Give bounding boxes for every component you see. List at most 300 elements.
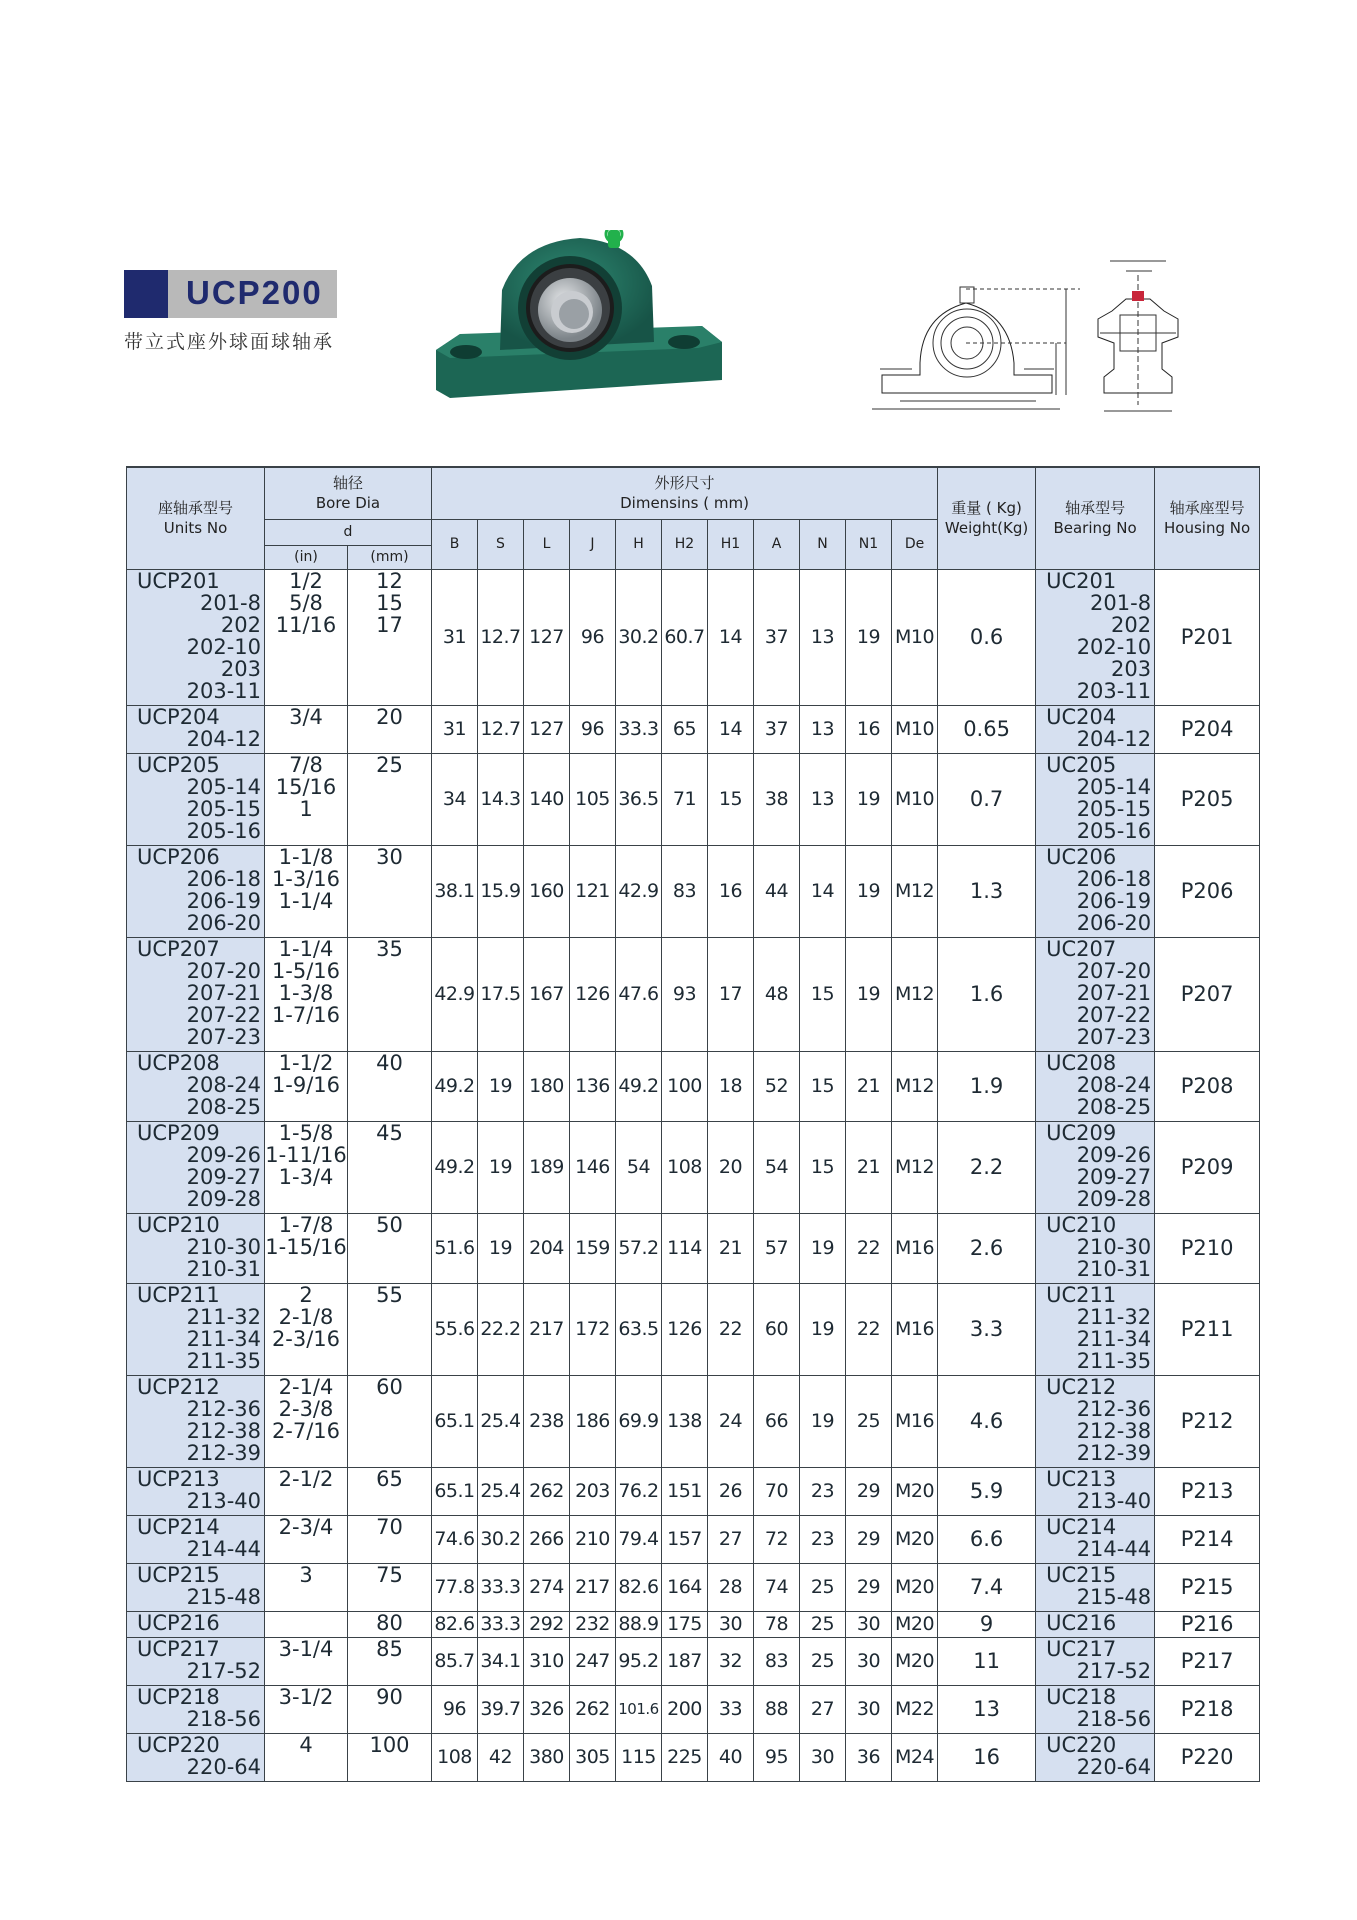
dim-J: 121: [570, 845, 616, 937]
weight-value: 2.2: [938, 1121, 1036, 1213]
dim-H1: 22: [708, 1283, 754, 1375]
units-no: UCP204: [137, 705, 220, 729]
dim-L: 274: [524, 1563, 570, 1611]
dim-N: 23: [800, 1515, 846, 1563]
units-no: UCP210: [137, 1213, 220, 1237]
title-accent-square: [124, 270, 168, 318]
bearing-no: 205-15: [1076, 796, 1152, 821]
bore-d-header: d: [265, 519, 432, 545]
dim-H1: 32: [708, 1637, 754, 1685]
dim-H2: 187: [662, 1637, 708, 1685]
bore-inch: 3-1/4: [278, 1637, 334, 1661]
housing-no: P217: [1155, 1637, 1260, 1685]
dim-H1: 16: [708, 845, 754, 937]
dim-N1: 30: [846, 1637, 892, 1685]
housing-no: P204: [1155, 705, 1260, 753]
units-no: 209-26: [186, 1142, 261, 1167]
dim-N1: 36: [846, 1733, 892, 1781]
dim-A: 83: [754, 1637, 800, 1685]
bore-mm-cell: [348, 1685, 432, 1733]
dim-B: 96: [432, 1685, 478, 1733]
dim-De: M10: [892, 705, 938, 753]
units-no: UCP208: [137, 1051, 220, 1075]
dim-S: 14.3: [478, 753, 524, 845]
dim-N: 15: [800, 1121, 846, 1213]
bearing-no: 212-39: [1076, 1440, 1152, 1465]
bore-inch-cell: [265, 1515, 348, 1563]
dim-N1: 29: [846, 1467, 892, 1515]
dim-H: 30.2: [616, 569, 662, 705]
bore-inch-cell: [265, 753, 348, 845]
dim-L: 204: [524, 1213, 570, 1283]
bearing-no: 209-28: [1076, 1186, 1152, 1211]
bore-mm-cell: [348, 705, 432, 753]
dim-S: 19: [478, 1213, 524, 1283]
bearing-no: UC217: [1046, 1637, 1117, 1661]
bearing-no-cell: [1036, 1685, 1155, 1733]
bearing-no: 211-35: [1076, 1348, 1152, 1373]
bore-mm-cell: [348, 1733, 432, 1781]
dim-A: 78: [754, 1611, 800, 1637]
bearing-no: UC216: [1046, 1611, 1117, 1635]
dim-A: 66: [754, 1375, 800, 1467]
table-row: [127, 937, 1260, 1051]
dim-H: 47.6: [616, 937, 662, 1051]
bearing-no: 203-11: [1076, 678, 1152, 703]
weight-value: 6.6: [938, 1515, 1036, 1563]
bore-inch: 2-3/8: [278, 1396, 334, 1421]
bearing-no: UC210: [1046, 1213, 1117, 1237]
dim-L: 127: [524, 705, 570, 753]
units-no-cell: [127, 705, 265, 753]
bearing-no-cell: [1036, 569, 1155, 705]
dim-S: 34.1: [478, 1637, 524, 1685]
dim-H1: 24: [708, 1375, 754, 1467]
bore-inch: 1-5/8: [278, 1121, 334, 1145]
table-row: [127, 845, 1260, 937]
dim-header-H2: H2: [662, 519, 708, 569]
bore-in-header: (in): [265, 545, 348, 569]
dim-N: 30: [800, 1733, 846, 1781]
units-no: 211-34: [186, 1326, 261, 1351]
units-no-cell: [127, 1375, 265, 1467]
dim-A: 38: [754, 753, 800, 845]
bore-mm-cell: [348, 1051, 432, 1121]
bore-mm: 55: [376, 1283, 403, 1307]
bearing-no-cell: [1036, 1213, 1155, 1283]
dim-H: 79.4: [616, 1515, 662, 1563]
weight-value: 0.6: [938, 569, 1036, 705]
units-no-cell: [127, 1611, 265, 1637]
bearing-no-cell: [1036, 753, 1155, 845]
bore-mm: 50: [376, 1213, 403, 1237]
dim-De: M10: [892, 569, 938, 705]
table-row: [127, 1375, 1260, 1467]
bore-mm-cell: [348, 1213, 432, 1283]
dim-N: 27: [800, 1685, 846, 1733]
dim-J: 305: [570, 1733, 616, 1781]
dim-header-B: B: [432, 519, 478, 569]
bearing-no-cell: [1036, 845, 1155, 937]
dim-B: 38.1: [432, 845, 478, 937]
dim-N1: 19: [846, 569, 892, 705]
dim-J: 186: [570, 1375, 616, 1467]
dim-N: 15: [800, 937, 846, 1051]
dim-H1: 18: [708, 1051, 754, 1121]
housing-no: P206: [1155, 845, 1260, 937]
dim-L: 160: [524, 845, 570, 937]
dim-N: 13: [800, 753, 846, 845]
bore-mm: 17: [376, 612, 403, 637]
dim-L: 217: [524, 1283, 570, 1375]
bearing-no: UC212: [1046, 1375, 1117, 1399]
bore-mm: 35: [376, 937, 403, 961]
dim-S: 15.9: [478, 845, 524, 937]
table-row: [127, 1121, 1260, 1213]
housing-no: P201: [1155, 569, 1260, 705]
dim-N1: 19: [846, 845, 892, 937]
bore-inch: 15/16: [275, 774, 337, 799]
dim-B: 49.2: [432, 1051, 478, 1121]
bore-mm: 85: [376, 1637, 403, 1661]
dim-N: 19: [800, 1375, 846, 1467]
bore-mm-cell: [348, 1611, 432, 1637]
dim-B: 55.6: [432, 1283, 478, 1375]
bearing-no: UC220: [1046, 1733, 1117, 1757]
dim-header-N: N: [800, 519, 846, 569]
units-no-cell: [127, 753, 265, 845]
dim-B: 34: [432, 753, 478, 845]
dim-J: 136: [570, 1051, 616, 1121]
dim-H1: 40: [708, 1733, 754, 1781]
table-row: [127, 1733, 1260, 1781]
bore-mm-cell: [348, 1375, 432, 1467]
table-row: [127, 1283, 1260, 1375]
dim-N1: 19: [846, 753, 892, 845]
spec-table-body: [127, 569, 1260, 1781]
bore-inch-cell: [265, 1685, 348, 1733]
units-no: UCP209: [137, 1121, 220, 1145]
units-no-cell: [127, 845, 265, 937]
bore-mm-cell: [348, 753, 432, 845]
bore-inch-cell: [265, 1121, 348, 1213]
units-no: UCP214: [137, 1515, 220, 1539]
dim-N: 25: [800, 1637, 846, 1685]
dim-S: 33.3: [478, 1563, 524, 1611]
units-no: UCP206: [137, 845, 220, 869]
dim-H2: 138: [662, 1375, 708, 1467]
units-no: 208-25: [186, 1094, 261, 1119]
bearing-no: 207-22: [1076, 1002, 1152, 1027]
bore-inch: 1-7/16: [271, 1002, 341, 1027]
weight-header-en: Weight(Kg): [944, 519, 1029, 538]
units-no: 212-39: [186, 1440, 261, 1465]
table-row: [127, 1213, 1260, 1283]
weight-header: [938, 467, 1036, 569]
dim-H1: 14: [708, 705, 754, 753]
dim-L: 180: [524, 1051, 570, 1121]
dim-B: 31: [432, 705, 478, 753]
units-no: 202: [220, 612, 261, 637]
units-no: UCP211: [137, 1283, 220, 1307]
bearing-no-header-cn: 轴承型号: [1065, 499, 1126, 518]
bearing-no-cell: [1036, 1611, 1155, 1637]
bore-inch-cell: [265, 1375, 348, 1467]
weight-value: 0.7: [938, 753, 1036, 845]
bearing-no: 206-18: [1076, 866, 1152, 891]
bearing-no: 206-20: [1076, 910, 1152, 935]
dim-J: 262: [570, 1685, 616, 1733]
dim-H: 63.5: [616, 1283, 662, 1375]
bearing-no-cell: [1036, 1563, 1155, 1611]
dim-B: 65.1: [432, 1375, 478, 1467]
bore-mm: 40: [376, 1051, 403, 1075]
bearing-no-cell: [1036, 1375, 1155, 1467]
table-row: [127, 1515, 1260, 1563]
dim-H2: 175: [662, 1611, 708, 1637]
dim-A: 52: [754, 1051, 800, 1121]
bore-inch: 1-15/16: [265, 1234, 347, 1259]
units-no: 212-36: [186, 1396, 261, 1421]
dim-H2: 126: [662, 1283, 708, 1375]
bore-inch-cell: [265, 705, 348, 753]
units-no: 204-12: [186, 726, 261, 751]
dim-header-A: A: [754, 519, 800, 569]
dim-H: 36.5: [616, 753, 662, 845]
units-no: 206-18: [186, 866, 261, 891]
dim-H: 49.2: [616, 1051, 662, 1121]
bearing-no: 211-32: [1076, 1304, 1152, 1329]
dim-J: 247: [570, 1637, 616, 1685]
weight-header-cn: 重量 ( Kg): [951, 499, 1022, 518]
dim-header-N1: N1: [846, 519, 892, 569]
units-no: 215-48: [186, 1584, 261, 1609]
dim-B: 85.7: [432, 1637, 478, 1685]
bearing-no: 201-8: [1090, 590, 1152, 615]
units-no: 209-27: [186, 1164, 261, 1189]
dim-H1: 28: [708, 1563, 754, 1611]
dim-N1: 25: [846, 1375, 892, 1467]
dim-H: 95.2: [616, 1637, 662, 1685]
units-no-cell: [127, 1733, 265, 1781]
bore-mm: 70: [376, 1515, 403, 1539]
bearing-no: 206-19: [1076, 888, 1152, 913]
dim-L: 326: [524, 1685, 570, 1733]
dim-H: 42.9: [616, 845, 662, 937]
dim-H2: 93: [662, 937, 708, 1051]
bearing-no-cell: [1036, 1467, 1155, 1515]
bore-inch-cell: [265, 1563, 348, 1611]
bore-inch-cell: [265, 1213, 348, 1283]
housing-no: P215: [1155, 1563, 1260, 1611]
dim-H2: 200: [662, 1685, 708, 1733]
bearing-no: 202-10: [1076, 634, 1152, 659]
dimensions-header: [432, 467, 938, 519]
dim-H2: 108: [662, 1121, 708, 1213]
bore-inch: 2: [299, 1283, 313, 1307]
dim-L: 292: [524, 1611, 570, 1637]
spec-table: [126, 466, 1260, 1782]
housing-no: P209: [1155, 1121, 1260, 1213]
dim-N1: 29: [846, 1563, 892, 1611]
bore-mm-cell: [348, 1515, 432, 1563]
units-no: UCP212: [137, 1375, 220, 1399]
units-no: 218-56: [186, 1706, 261, 1731]
dim-H1: 26: [708, 1467, 754, 1515]
units-no-header: [127, 467, 265, 569]
bore-mm: 75: [376, 1563, 403, 1587]
units-no: UCP201: [137, 569, 220, 593]
dim-A: 54: [754, 1121, 800, 1213]
bearing-no: 205-14: [1076, 774, 1152, 799]
dim-N: 19: [800, 1213, 846, 1283]
dim-N1: 22: [846, 1283, 892, 1375]
housing-no: P207: [1155, 937, 1260, 1051]
dim-L: 238: [524, 1375, 570, 1467]
bearing-no-header-en: Bearing No: [1053, 519, 1137, 538]
bore-mm: 25: [376, 753, 403, 777]
bearing-no-cell: [1036, 1637, 1155, 1685]
dim-J: 146: [570, 1121, 616, 1213]
dim-S: 30.2: [478, 1515, 524, 1563]
bore-inch: 2-1/4: [278, 1375, 334, 1399]
bore-mm-cell: [348, 845, 432, 937]
units-no: 209-28: [186, 1186, 261, 1211]
units-no: 202-10: [186, 634, 261, 659]
bearing-no: 217-52: [1076, 1658, 1152, 1683]
dim-header-De: De: [892, 519, 938, 569]
weight-value: 0.65: [938, 705, 1036, 753]
dim-H2: 157: [662, 1515, 708, 1563]
dim-De: M20: [892, 1611, 938, 1637]
units-no-cell: [127, 1563, 265, 1611]
weight-value: 16: [938, 1733, 1036, 1781]
dim-N: 25: [800, 1611, 846, 1637]
dim-H: 101.6: [616, 1685, 662, 1733]
weight-value: 11: [938, 1637, 1036, 1685]
dim-De: M10: [892, 753, 938, 845]
dim-H1: 14: [708, 569, 754, 705]
weight-value: 3.3: [938, 1283, 1036, 1375]
bore-mm: 65: [376, 1467, 403, 1491]
dim-A: 57: [754, 1213, 800, 1283]
table-row: [127, 1611, 1260, 1637]
units-no: 212-38: [186, 1418, 261, 1443]
bearing-no: UC207: [1046, 937, 1117, 961]
bearing-no-cell: [1036, 1283, 1155, 1375]
dim-H: 69.9: [616, 1375, 662, 1467]
bore-inch: 1-7/8: [278, 1213, 334, 1237]
dim-B: 74.6: [432, 1515, 478, 1563]
bearing-no-cell: [1036, 1121, 1155, 1213]
dim-header-L: L: [524, 519, 570, 569]
dim-H1: 33: [708, 1685, 754, 1733]
units-no: UCP217: [137, 1637, 220, 1661]
dim-N1: 30: [846, 1611, 892, 1637]
units-no-cell: [127, 1515, 265, 1563]
units-no-cell: [127, 569, 265, 705]
units-no-cell: [127, 937, 265, 1051]
weight-value: 4.6: [938, 1375, 1036, 1467]
bore-inch-cell: [265, 1637, 348, 1685]
bore-inch: 3-1/2: [278, 1685, 334, 1709]
dim-H: 88.9: [616, 1611, 662, 1637]
product-subtitle: 带立式座外球面球轴承: [124, 331, 335, 353]
table-row: [127, 1685, 1260, 1733]
dim-A: 37: [754, 569, 800, 705]
bearing-no: 207-23: [1076, 1024, 1152, 1049]
table-row: [127, 569, 1260, 705]
dim-N1: 29: [846, 1515, 892, 1563]
units-no: UCP207: [137, 937, 220, 961]
dim-L: 127: [524, 569, 570, 705]
dim-De: M20: [892, 1515, 938, 1563]
bearing-no: 218-56: [1076, 1706, 1152, 1731]
bore-inch: 2-7/16: [271, 1418, 341, 1443]
dim-S: 33.3: [478, 1611, 524, 1637]
housing-no: P211: [1155, 1283, 1260, 1375]
units-no: UCP216: [137, 1611, 220, 1635]
dim-B: 49.2: [432, 1121, 478, 1213]
units-no: UCP215: [137, 1563, 220, 1587]
dim-N1: 30: [846, 1685, 892, 1733]
weight-value: 13: [938, 1685, 1036, 1733]
bore-mm-cell: [348, 1283, 432, 1375]
dim-J: 217: [570, 1563, 616, 1611]
bearing-no: UC201: [1046, 569, 1117, 593]
weight-value: 1.9: [938, 1051, 1036, 1121]
units-no-cell: [127, 1467, 265, 1515]
dim-L: 380: [524, 1733, 570, 1781]
units-no: 207-22: [186, 1002, 261, 1027]
bore-mm: 45: [376, 1121, 403, 1145]
units-no: 208-24: [186, 1072, 261, 1097]
dim-N: 13: [800, 705, 846, 753]
dim-N1: 19: [846, 937, 892, 1051]
dim-J: 172: [570, 1283, 616, 1375]
dim-header-H1: H1: [708, 519, 754, 569]
weight-value: 1.3: [938, 845, 1036, 937]
bore-inch: 1-1/2: [278, 1051, 334, 1075]
dim-A: 74: [754, 1563, 800, 1611]
housing-no: P216: [1155, 1611, 1260, 1637]
housing-no: P218: [1155, 1685, 1260, 1733]
dim-De: M12: [892, 845, 938, 937]
dim-De: M12: [892, 1051, 938, 1121]
units-no: UCP218: [137, 1685, 220, 1709]
bearing-no: 203: [1110, 656, 1152, 681]
bore-mm-header: (mm): [348, 545, 432, 569]
weight-value: 9: [938, 1611, 1036, 1637]
dim-L: 262: [524, 1467, 570, 1515]
dim-N1: 22: [846, 1213, 892, 1283]
bore-inch: 1-1/8: [278, 845, 334, 869]
dim-N1: 21: [846, 1121, 892, 1213]
bore-inch: 3/4: [289, 705, 323, 729]
bore-inch: 1-5/16: [271, 958, 341, 983]
dim-S: 17.5: [478, 937, 524, 1051]
bearing-no: UC218: [1046, 1685, 1117, 1709]
table-row: [127, 1467, 1260, 1515]
bore-inch-cell: [265, 1733, 348, 1781]
dim-S: 39.7: [478, 1685, 524, 1733]
units-no: 220-64: [186, 1754, 261, 1779]
dim-L: 167: [524, 937, 570, 1051]
dim-B: 65.1: [432, 1467, 478, 1515]
dim-H1: 17: [708, 937, 754, 1051]
dim-N: 15: [800, 1051, 846, 1121]
dim-J: 96: [570, 569, 616, 705]
